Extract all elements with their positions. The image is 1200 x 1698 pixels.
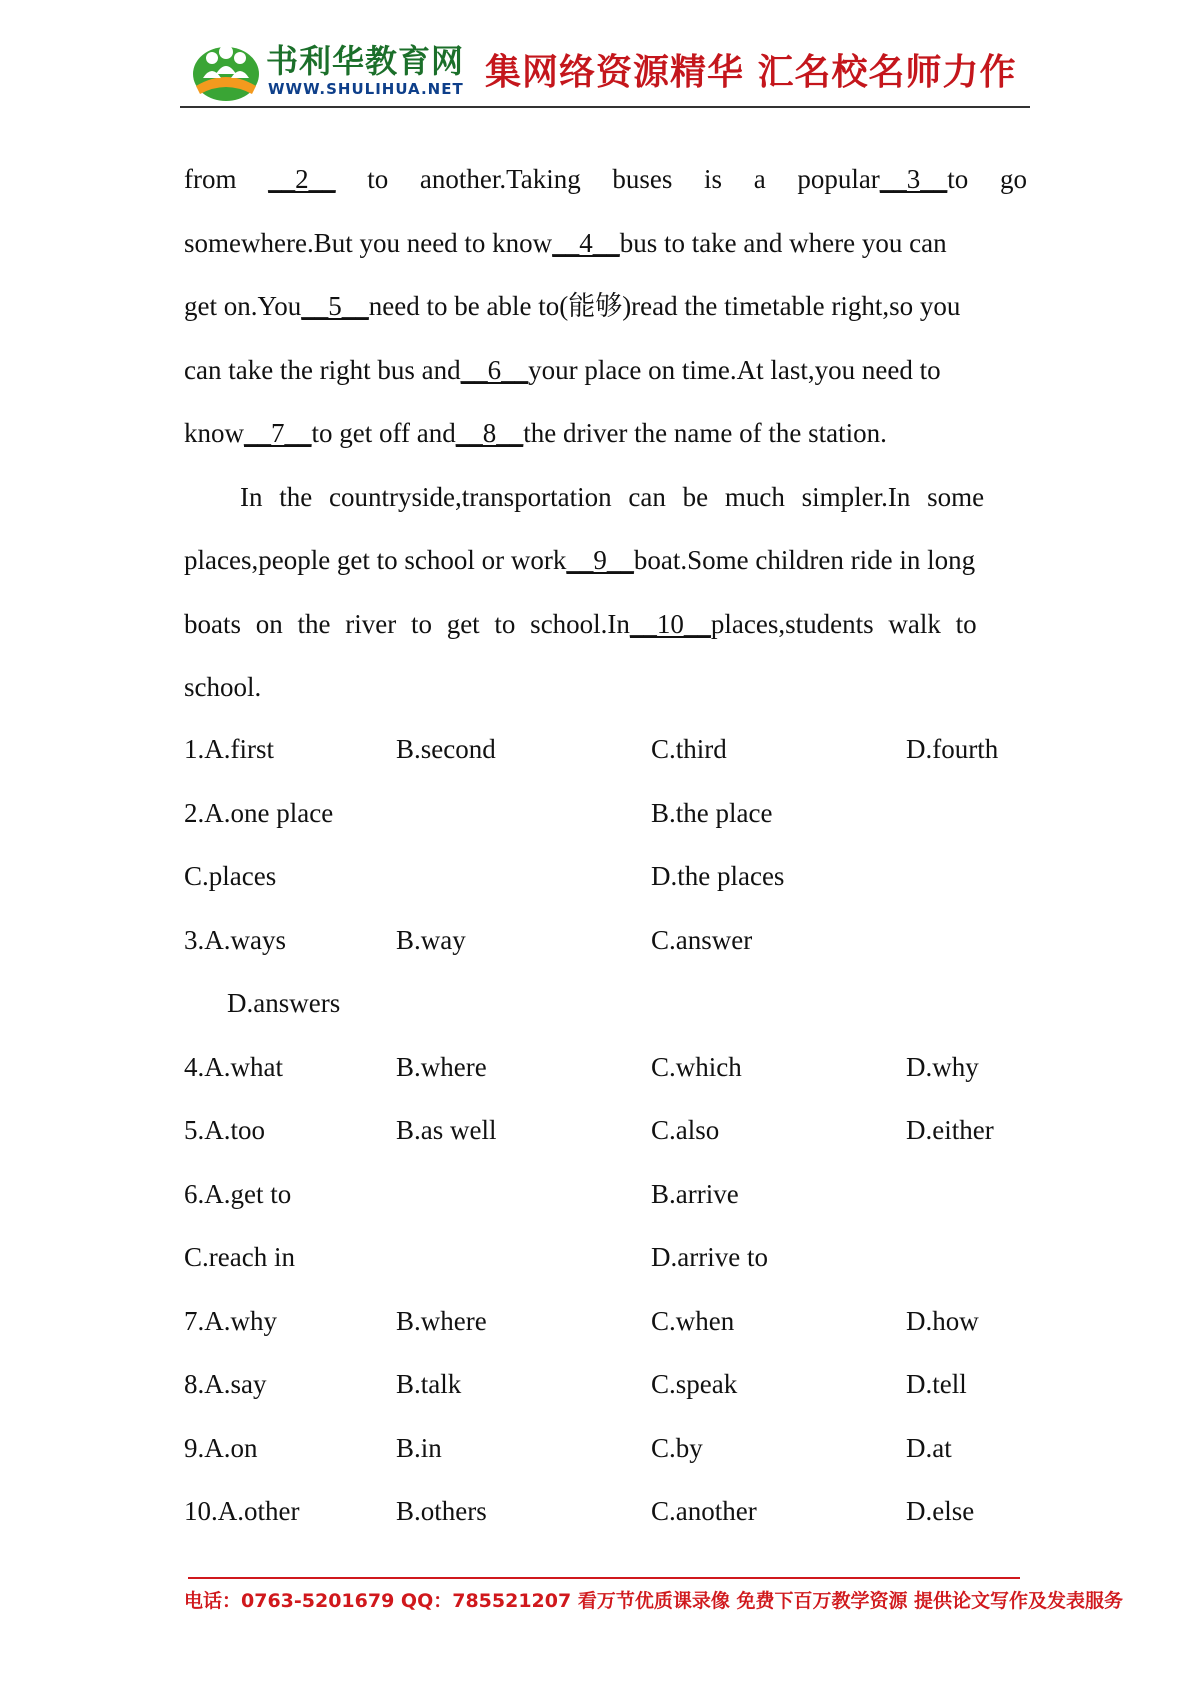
cloze-passage: [184, 148, 1027, 720]
blank-5: __5__: [301, 291, 369, 321]
option-row: [184, 1163, 1027, 1227]
option-d: D.why: [906, 1051, 979, 1082]
option-d: D.either: [906, 1115, 994, 1145]
passage-text: to: [947, 164, 969, 194]
option-c: C.another: [651, 1496, 757, 1526]
option-b: B.way: [396, 924, 466, 955]
option-b: B.where: [396, 1305, 487, 1336]
site-name: 书利华教育网: [266, 42, 465, 80]
option-b: B.where: [396, 1051, 487, 1082]
passage-line: [184, 275, 1027, 339]
footer-divider: [188, 1577, 1020, 1579]
passage-text: somewhere.But you need to know: [184, 227, 553, 258]
passage-text: is: [704, 164, 723, 194]
passage-line: [184, 656, 1027, 720]
option-d: D.at: [906, 1432, 952, 1463]
passage-text: from: [184, 164, 237, 194]
option-c: C.speak: [651, 1369, 738, 1399]
blank-6: __6__: [460, 354, 529, 385]
passage-line: [184, 339, 1027, 403]
option-b: B.as well: [396, 1115, 497, 1145]
passage-text: another.Taking: [419, 164, 581, 194]
passage-text: know: [184, 418, 244, 448]
option-c: C.by: [651, 1432, 703, 1463]
option-row: [184, 972, 1027, 1036]
page-header: [180, 28, 1030, 108]
option-a: 7.A.why: [184, 1305, 277, 1336]
option-c: C.which: [651, 1051, 742, 1082]
footer-contact: 电话：0763-5201679 QQ：785521207 看万节优质课录像 免费下百万教学资源 提供论文写作及发表服务: [184, 1590, 1124, 1612]
option-row: [184, 1290, 1027, 1354]
blank-7: __7__: [244, 418, 312, 448]
option-d: D.answers: [227, 988, 341, 1018]
passage-text: a: [753, 164, 766, 194]
option-b: B.the place: [651, 797, 773, 828]
passage-text: to get off and: [311, 418, 456, 448]
option-row: [184, 1036, 1027, 1100]
option-c: C.when: [651, 1305, 735, 1336]
passage-text: buses: [612, 164, 673, 194]
passage-line: [184, 593, 1027, 657]
passage-text: places,people get to school or work: [184, 545, 567, 575]
option-d: D.arrive to: [651, 1242, 768, 1272]
passage-line: [184, 212, 1027, 276]
blank-8: __8__: [455, 418, 524, 448]
header-divider: [180, 106, 1030, 108]
option-d: D.the places: [651, 861, 785, 891]
site-url: WWW.SHULIHUA.NET: [268, 80, 464, 98]
option-a: 10.A.other: [184, 1496, 300, 1526]
option-a: 3.A.ways: [184, 924, 286, 955]
passage-text: your place on time.At last,you need to: [528, 354, 941, 385]
passage-text: to: [367, 164, 389, 194]
option-a: 5.A.too: [184, 1115, 265, 1145]
option-c: C.reach in: [184, 1242, 295, 1272]
option-b: B.talk: [396, 1369, 462, 1399]
option-row: [184, 909, 1027, 973]
option-d: D.else: [906, 1496, 975, 1526]
passage-text: boat.Some children ride in long: [633, 545, 976, 575]
option-a: 9.A.on: [184, 1432, 258, 1463]
option-row: [184, 1480, 1027, 1544]
passage-line: [184, 148, 1027, 212]
passage-text: popular: [797, 164, 880, 194]
option-c: C.third: [651, 734, 727, 764]
option-b: B.in: [396, 1432, 442, 1463]
passage-text: places,students walk to: [710, 608, 977, 639]
blank-9: __9__: [566, 545, 634, 575]
option-d: D.fourth: [906, 734, 999, 764]
passage-line: [184, 529, 1027, 593]
option-row: [184, 1417, 1027, 1481]
passage-text: school.: [184, 672, 262, 702]
option-b: B.arrive: [651, 1178, 739, 1209]
option-row: [184, 718, 1027, 782]
passage-text: get on.You: [184, 291, 302, 321]
blank-10: __10__: [629, 608, 711, 639]
shulihua-logo-icon: [190, 34, 262, 104]
passage-text: go: [999, 164, 1027, 194]
option-a: 6.A.get to: [184, 1178, 292, 1209]
passage-text: can take the right bus and: [184, 354, 461, 385]
option-a: 2.A.one place: [184, 797, 334, 828]
header-slogan: 集网络资源精华 汇名校名师力作: [485, 52, 1017, 93]
option-b: B.second: [396, 734, 496, 764]
passage-line: [184, 466, 1027, 530]
option-a: 1.A.first: [184, 734, 274, 764]
option-c: C.answer: [651, 924, 753, 955]
passage-text: In the countryside,transportation can be much simpler.In some: [240, 481, 985, 512]
passage-text: the driver the name of the station.: [523, 418, 887, 448]
option-row: [184, 1099, 1027, 1163]
option-b: B.others: [396, 1496, 487, 1526]
blank-2: __2__: [268, 164, 336, 194]
option-a: 4.A.what: [184, 1051, 283, 1082]
answer-options: [184, 718, 1027, 1544]
option-row: [184, 1226, 1027, 1290]
passage-text: need to be able to(能够)read the timetable right,so you: [368, 291, 961, 321]
blank-3: __3__: [879, 164, 948, 194]
option-d: D.how: [906, 1305, 979, 1336]
option-row: [184, 845, 1027, 909]
option-a: 8.A.say: [184, 1369, 267, 1399]
passage-text: bus to take and where you can: [619, 227, 947, 258]
option-c: C.places: [184, 861, 277, 891]
passage-line: [184, 402, 1027, 466]
option-row: [184, 1353, 1027, 1417]
option-d: D.tell: [906, 1369, 967, 1399]
option-row: [184, 782, 1027, 846]
blank-4: __4__: [552, 227, 620, 258]
option-c: C.also: [651, 1115, 720, 1145]
passage-text: boats on the river to get to school.In: [184, 608, 630, 639]
